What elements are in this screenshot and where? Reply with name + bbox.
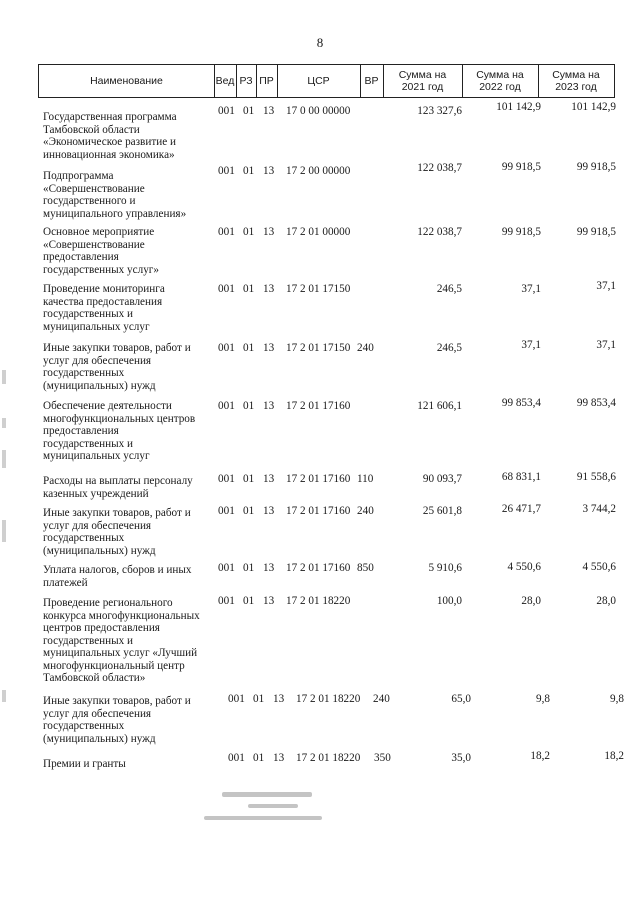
row-vr: 850: [357, 562, 374, 574]
row-name: Обеспечение деятельности многофункциональных центров предоставления государственных и муниципальных услуг: [43, 400, 196, 462]
row-name: Проведение регионального конкурса многофункциональных центров предоставления государственных и муниципальных услуг «Лучший многофункциональный центр Тамбовской области»: [43, 597, 200, 684]
row-csr: 17 2 01 17160: [286, 562, 351, 574]
row-name: Премии и гранты: [43, 758, 126, 770]
row-name: Подпрограмма «Совершенствование государственного и муниципального управления»: [43, 170, 187, 220]
row-sum-2022: 18,2: [530, 750, 550, 762]
row-pr: 13: [263, 226, 275, 238]
row-ved: 001: [218, 105, 235, 117]
row-sum-2022: 9,8: [536, 693, 550, 705]
row-sum-2023: 99 918,5: [576, 226, 616, 238]
row-csr: 17 2 01 17160: [286, 473, 351, 485]
row-rz: 01: [243, 595, 255, 607]
row-sum-2022: 28,0: [521, 595, 541, 607]
row-rz: 01: [243, 283, 255, 295]
row-sum-2021: 122 038,7: [417, 162, 462, 174]
row-pr: 13: [263, 595, 275, 607]
row-rz: 01: [243, 562, 255, 574]
row-ved: 001: [228, 752, 245, 764]
row-sum-2023: 101 142,9: [571, 101, 616, 113]
header-name: [38, 64, 215, 98]
row-rz: 01: [243, 342, 255, 354]
row-rz: 01: [243, 400, 255, 412]
row-sum-2021: 35,0: [451, 752, 471, 764]
row-sum-2021: 65,0: [451, 693, 471, 705]
row-name: Основное мероприятие «Совершенствование предоставления государственных услуг»: [43, 226, 159, 276]
row-csr: 17 2 01 17160: [286, 505, 351, 517]
row-csr: 17 2 01 18220: [296, 693, 361, 705]
row-ved: 001: [218, 165, 235, 177]
scan-mark: [2, 370, 6, 384]
row-sum-2022: 26 471,7: [501, 503, 541, 515]
row-csr: 17 2 01 18220: [286, 595, 351, 607]
row-pr: 13: [273, 693, 285, 705]
row-rz: 01: [243, 105, 255, 117]
scan-mark: [2, 520, 6, 542]
row-name: Иные закупки товаров, работ и услуг для обеспечения государственных (муниципальных) нужд: [43, 342, 191, 392]
row-sum-2022: 37,1: [521, 283, 541, 295]
row-csr: 17 2 01 17150: [286, 283, 351, 295]
row-rz: 01: [243, 505, 255, 517]
row-sum-2023: 28,0: [596, 595, 616, 607]
header-csr-label: ЦСР: [307, 75, 330, 87]
row-sum-2022: 99 853,4: [501, 397, 541, 409]
row-sum-2021: 90 093,7: [422, 473, 462, 485]
header-csr: [277, 64, 361, 98]
header-name-label: Наименование: [90, 75, 163, 87]
row-vr: 110: [357, 473, 374, 485]
header-sum-2023: [538, 64, 615, 98]
header-sum-2022-label: Сумма на 2022 год: [476, 69, 524, 93]
row-sum-2021: 246,5: [436, 342, 462, 354]
row-name: Государственная программа Тамбовской области «Экономическое развитие и инновационная экономика»: [43, 111, 177, 161]
scan-mark: [2, 450, 6, 468]
row-sum-2023: 3 744,2: [582, 503, 616, 515]
header-vr-label: ВР: [364, 75, 379, 87]
row-vr: 240: [357, 342, 374, 354]
row-sum-2023: 37,1: [596, 339, 616, 351]
header-rz-label: РЗ: [239, 75, 253, 87]
row-name: Уплата налогов, сборов и иных платежей: [43, 564, 192, 589]
row-vr: 350: [374, 752, 391, 764]
row-ved: 001: [218, 283, 235, 295]
faint-stamp-icon: [200, 790, 340, 826]
header-sum-2021: [383, 64, 463, 98]
row-sum-2021: 100,0: [436, 595, 462, 607]
row-rz: 01: [253, 752, 265, 764]
scan-mark: [2, 418, 6, 428]
row-sum-2022: 68 831,1: [501, 471, 541, 483]
header-ved: [214, 64, 237, 98]
row-csr: 17 0 00 00000: [286, 105, 351, 117]
row-ved: 001: [218, 562, 235, 574]
row-ved: 001: [218, 595, 235, 607]
row-pr: 13: [263, 165, 275, 177]
header-sum-2021-label: Сумма на 2021 год: [398, 69, 447, 93]
row-rz: 01: [243, 226, 255, 238]
row-pr: 13: [263, 505, 275, 517]
row-csr: 17 2 01 17150: [286, 342, 351, 354]
row-name: Проведение мониторинга качества предоставления государственных и муниципальных услуг: [43, 283, 165, 333]
header-pr-label: ПР: [259, 75, 274, 87]
row-ved: 001: [218, 505, 235, 517]
row-sum-2022: 4 550,6: [507, 561, 541, 573]
row-sum-2022: 37,1: [521, 339, 541, 351]
row-sum-2022: 101 142,9: [496, 101, 541, 113]
row-csr: 17 2 01 18220: [296, 752, 361, 764]
row-ved: 001: [218, 473, 235, 485]
row-csr: 17 2 01 17160: [286, 400, 351, 412]
row-sum-2023: 37,1: [596, 280, 616, 292]
row-sum-2021: 122 038,7: [417, 226, 462, 238]
row-sum-2021: 121 606,1: [417, 400, 462, 412]
row-sum-2021: 123 327,6: [417, 105, 462, 117]
scan-mark: [2, 690, 6, 702]
row-sum-2022: 99 918,5: [501, 161, 541, 173]
row-sum-2023: 18,2: [604, 750, 624, 762]
row-sum-2023: 4 550,6: [582, 561, 616, 573]
row-sum-2023: 99 853,4: [576, 397, 616, 409]
row-vr: 240: [373, 693, 390, 705]
row-ved: 001: [218, 342, 235, 354]
page-number: 8: [316, 35, 324, 50]
header-rz: [236, 64, 257, 98]
row-name: Иные закупки товаров, работ и услуг для обеспечения государственных (муниципальных) нужд: [43, 507, 191, 557]
row-csr: 17 2 01 00000: [286, 226, 351, 238]
header-sum-2023-label: Сумма на 2023 год: [552, 69, 600, 93]
row-vr: 240: [357, 505, 374, 517]
row-pr: 13: [263, 400, 275, 412]
row-sum-2023: 91 558,6: [576, 471, 616, 483]
row-sum-2022: 99 918,5: [501, 226, 541, 238]
header-sum-2022: [462, 64, 539, 98]
row-sum-2023: 9,8: [610, 693, 624, 705]
row-sum-2023: 99 918,5: [576, 161, 616, 173]
row-pr: 13: [263, 473, 275, 485]
row-pr: 13: [263, 105, 275, 117]
row-rz: 01: [243, 165, 255, 177]
row-sum-2021: 246,5: [436, 283, 462, 295]
header-pr: [256, 64, 278, 98]
header-vr: [360, 64, 384, 98]
row-pr: 13: [263, 562, 275, 574]
row-rz: 01: [243, 473, 255, 485]
row-pr: 13: [263, 342, 275, 354]
row-rz: 01: [253, 693, 265, 705]
row-sum-2021: 25 601,8: [422, 505, 462, 517]
row-ved: 001: [218, 226, 235, 238]
row-ved: 001: [228, 693, 245, 705]
header-ved-label: Вед: [215, 75, 235, 87]
row-name: Иные закупки товаров, работ и услуг для обеспечения государственных (муниципальных) нужд: [43, 695, 191, 745]
row-ved: 001: [218, 400, 235, 412]
row-name: Расходы на выплаты персоналу казенных учреждений: [43, 475, 193, 500]
row-csr: 17 2 00 00000: [286, 165, 351, 177]
row-pr: 13: [273, 752, 285, 764]
row-pr: 13: [263, 283, 275, 295]
row-sum-2021: 5 910,6: [428, 562, 462, 574]
